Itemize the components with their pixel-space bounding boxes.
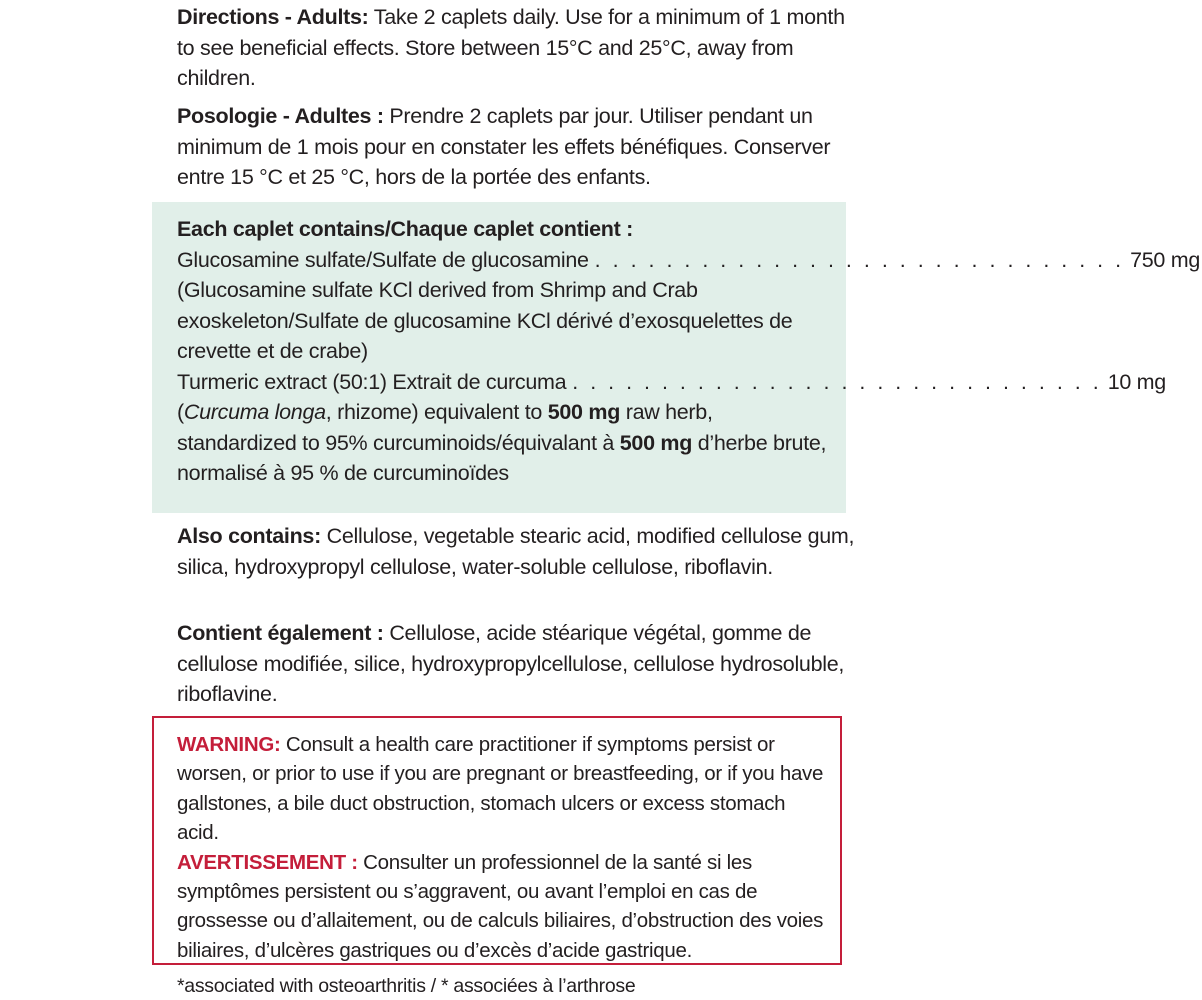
directions-english <box>177 2 857 94</box>
warning-english-label: WARNING: <box>177 733 281 756</box>
ingredient-row-turmeric <box>177 367 1166 398</box>
note-text: , rhizome) equivalent to <box>325 400 548 424</box>
warning-french-text: Consulter un professionnel de la santé si les symptômes persistent ou s’aggravent, ou avant l’emploi en cas de grossesse ou d’allaitement, ou de calculs biliaires, d’obstruction des voies biliaires, d’ulcères gastriques ou d’excès d’acide gastrique. <box>177 850 824 962</box>
directions-french <box>177 101 857 193</box>
note-text: raw herb, standardized to 95% curcuminoids/équivalant à <box>177 400 713 455</box>
non-medicinal-french-label: Contient également : <box>177 621 384 645</box>
warning-french-label: AVERTISSEMENT : <box>177 850 358 874</box>
non-medicinal-french-text: Cellulose, acide stéarique végétal, gomme de cellulose modifiée, silice, hydroxypropylcellulose, cellulose hydrosoluble, riboflavine. <box>177 621 845 706</box>
warning-french <box>177 848 827 966</box>
leader-dots: . . . . . . . . . . . . . . . . . . . . . . . . . . . . . . <box>572 369 1102 394</box>
ingredient-row-glucosamine <box>177 245 1201 276</box>
ingredient-amount: 10 mg <box>1107 369 1166 394</box>
medicinal-ingredients-panel <box>152 202 1201 513</box>
leader-dots: . . . . . . . . . . . . . . . . . . . . . . . . . . . . . . <box>594 247 1125 272</box>
ingredient-name: Glucosamine sulfate/Sulfate de glucosamine <box>177 247 589 272</box>
directions-french-label: Posologie - Adultes : <box>177 104 384 128</box>
directions-english-label: Directions - Adults: <box>177 5 369 29</box>
directions-english-text: Take 2 caplets daily. Use for a minimum of 1 month to see beneficial effects. Store between 15°C and 25°C, away from children. <box>177 5 845 90</box>
warning-english-text: Consult a health care practitioner if symptoms persist or worsen, or prior to use if you are pregnant or breastfeeding, or if you have gallstones, a bile duct obstruction, stomach ulcers or excess stomach acid. <box>177 733 824 845</box>
ingredient-note-glucosamine: (Glucosamine sulfate KCl derived from Shrimp and Crab exoskeleton/Sulfate de glucosamine KCl dérivé d’exosquelettes de crevette et de crabe) <box>177 278 793 363</box>
latin-name: Curcuma longa <box>183 400 326 424</box>
note-bold: 500 mg <box>547 400 621 424</box>
note-bold: 500 mg <box>619 430 693 455</box>
note-text: ( <box>177 400 184 424</box>
ingredient-name: Turmeric extract (50:1) Extrait de curcuma <box>177 369 567 394</box>
medicinal-heading: Each caplet contains/Chaque caplet contient : <box>177 217 634 241</box>
warning-english <box>177 730 827 848</box>
medicinal-ingredients-content <box>177 214 1201 489</box>
note-text: d’herbe brute, normalisé à 95 % de curcuminoïdes <box>177 430 827 485</box>
non-medicinal-english <box>177 521 857 582</box>
directions-french-text: Prendre 2 caplets par jour. Utiliser pendant un minimum de 1 mois pour en constater les effets bénéfiques. Conserver entre 15 °C et 25 °C, hors de la portée des enfants. <box>177 104 831 189</box>
non-medicinal-french <box>177 618 857 710</box>
non-medicinal-english-text: Cellulose, vegetable stearic acid, modified cellulose gum, silica, hydroxypropyl cellulose, water-soluble cellulose, riboflavin. <box>177 524 855 579</box>
ingredient-amount: 750 mg <box>1130 247 1201 272</box>
footnote: *associated with osteoarthritis / * associées à l’arthrose <box>177 975 636 997</box>
non-medicinal-english-label: Also contains: <box>177 524 321 548</box>
warning-box <box>152 716 842 965</box>
warning-content <box>177 730 827 965</box>
ingredient-note-turmeric <box>177 397 837 489</box>
